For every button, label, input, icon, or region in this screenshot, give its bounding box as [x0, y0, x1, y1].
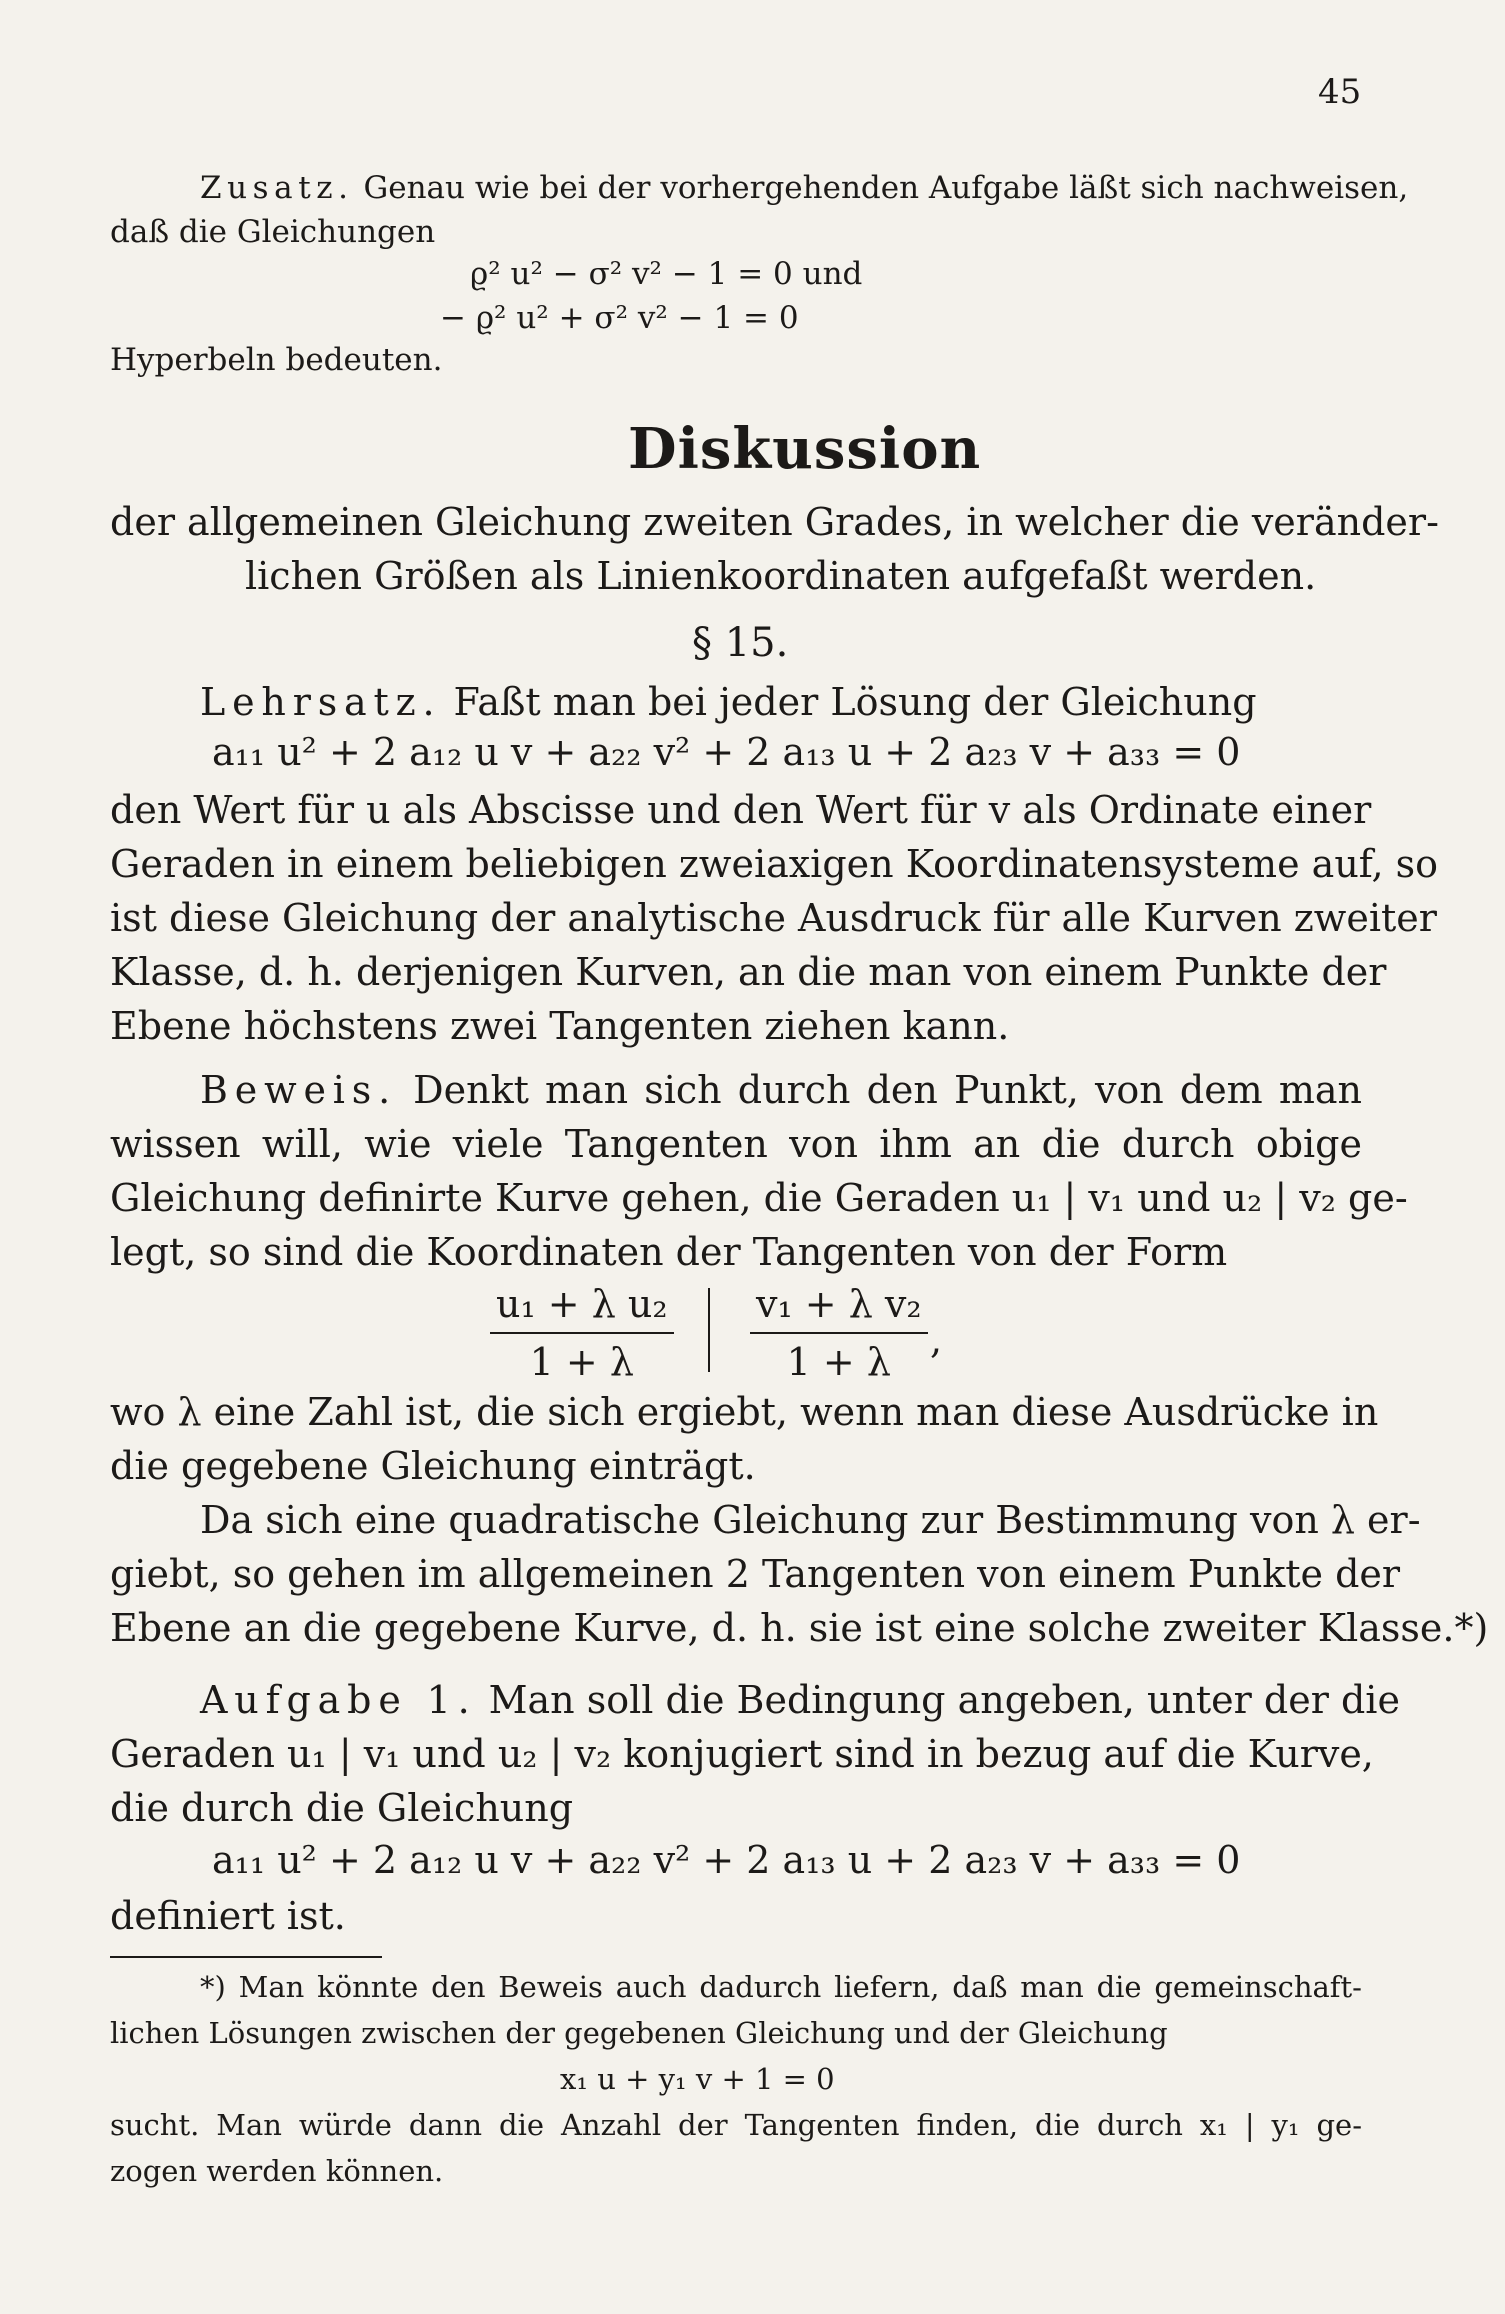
beweis-text: Denkt man sich durch den Punkt, von dem man [413, 1068, 1362, 1112]
beweis-after-1: wo λ eine Zahl ist, die sich ergiebt, wenn man diese Ausdrücke in [110, 1390, 1379, 1434]
fraction-comma: , [930, 1318, 943, 1362]
footnote-line-4: zogen werden können. [110, 2154, 444, 2188]
zusatz-line-3: Hyperbeln bedeuten. [110, 342, 443, 378]
aufgabe-text: Man soll die Bedingung angeben, unter der die [488, 1678, 1400, 1722]
zusatz-equation-1: ϱ² u² − σ² v² − 1 = 0 und [470, 256, 863, 292]
beweis-line: wissen will, wie viele Tangenten von ihm an die durch obige [110, 1122, 1362, 1166]
heading-subtitle-1: der allgemeinen Gleichung zweiten Grades, in welcher die veränder- [110, 500, 1439, 544]
beweis-line-1 [200, 1062, 1362, 1118]
aufgabe-equation: a₁₁ u² + 2 a₁₂ u v + a₂₂ v² + 2 a₁₃ u + 2 a₂₃ v + a₃₃ = 0 [212, 1838, 1241, 1882]
section-heading: Diskussion [628, 416, 982, 482]
beweis-label: Beweis. [200, 1068, 398, 1112]
beweis-line: legt, so sind die Koordinaten der Tangenten von der Form [110, 1230, 1228, 1274]
lehrsatz-equation: a₁₁ u² + 2 a₁₂ u v + a₂₂ v² + 2 a₁₃ u + 2 a₂₃ v + a₃₃ = 0 [212, 730, 1241, 774]
aufgabe-line-2: Geraden u₁ | v₁ und u₂ | v₂ konjugiert sind in bezug auf die Kurve, [110, 1732, 1374, 1776]
zusatz-line-1 [200, 166, 1409, 210]
lehrsatz-line-1 [200, 674, 1257, 730]
coordinate-separator [708, 1288, 710, 1372]
fraction-v-body [750, 1282, 928, 1384]
lehrsatz-line: Klasse, d. h. derjenigen Kurven, an die man von einem Punkte der [110, 950, 1387, 994]
lehrsatz-text: Faßt man bei jeder Lösung der Gleichung [453, 680, 1257, 724]
fraction-v-numerator: v₁ + λ v₂ [750, 1282, 928, 1334]
fraction-u-denominator: 1 + λ [529, 1340, 634, 1384]
footnote-line-2: lichen Lösungen zwischen der gegebenen Gleichung und der Gleichung [110, 2016, 1168, 2050]
fraction-u-numerator: u₁ + λ u₂ [490, 1282, 674, 1334]
footnote-equation: x₁ u + y₁ v + 1 = 0 [560, 2062, 835, 2096]
aufgabe-line-1 [200, 1672, 1400, 1728]
zusatz-label: Zusatz. [200, 170, 354, 206]
da-line: Da sich eine quadratische Gleichung zur Bestimmung von λ er- [200, 1498, 1421, 1542]
fraction-u [490, 1282, 674, 1384]
lehrsatz-last-line: Ebene höchstens zwei Tangenten ziehen kann. [110, 1004, 1010, 1048]
lehrsatz-line: den Wert für u als Abscisse und den Wert für v als Ordinate einer [110, 788, 1372, 832]
fraction-u-body [490, 1282, 674, 1384]
section-number: § 15. [692, 620, 789, 666]
zusatz-text: Genau wie bei der vorhergehenden Aufgabe läßt sich nachweisen, [363, 170, 1409, 206]
heading-subtitle-2: lichen Größen als Linienkoordinaten aufgefaßt werden. [245, 554, 1317, 598]
aufgabe-line-4: definiert ist. [110, 1894, 346, 1938]
lehrsatz-label: Lehrsatz. [200, 680, 442, 724]
page-number: 45 [1318, 72, 1362, 112]
da-line: giebt, so gehen im allgemeinen 2 Tangenten von einem Punkte der [110, 1552, 1401, 1596]
footnote-line-1: *) Man könnte den Beweis auch dadurch liefern, daß man die gemeinschaft- [200, 1970, 1362, 2004]
aufgabe-line-3: die durch die Gleichung [110, 1786, 574, 1830]
zusatz-line-2: daß die Gleichungen [110, 214, 436, 250]
fraction-v [750, 1282, 928, 1384]
lehrsatz-line: ist diese Gleichung der analytische Ausdruck für alle Kurven zweiter [110, 896, 1437, 940]
zusatz-equation-2: − ϱ² u² + σ² v² − 1 = 0 [440, 300, 799, 336]
aufgabe-label: Aufgabe 1. [200, 1678, 477, 1722]
da-line: Ebene an die gegebene Kurve, d. h. sie ist eine solche zweiter Klasse.*) [110, 1606, 1489, 1650]
lehrsatz-line: Geraden in einem beliebigen zweiaxigen Koordinatensysteme auf, so [110, 842, 1439, 886]
footnote-rule [110, 1956, 382, 1958]
fraction-v-denominator: 1 + λ [786, 1340, 891, 1384]
beweis-after-2: die gegebene Gleichung einträgt. [110, 1444, 756, 1488]
beweis-line: Gleichung definirte Kurve gehen, die Geraden u₁ | v₁ und u₂ | v₂ ge- [110, 1176, 1408, 1220]
footnote-line-3: sucht. Man würde dann die Anzahl der Tangenten finden, die durch x₁ | y₁ ge- [110, 2108, 1362, 2142]
